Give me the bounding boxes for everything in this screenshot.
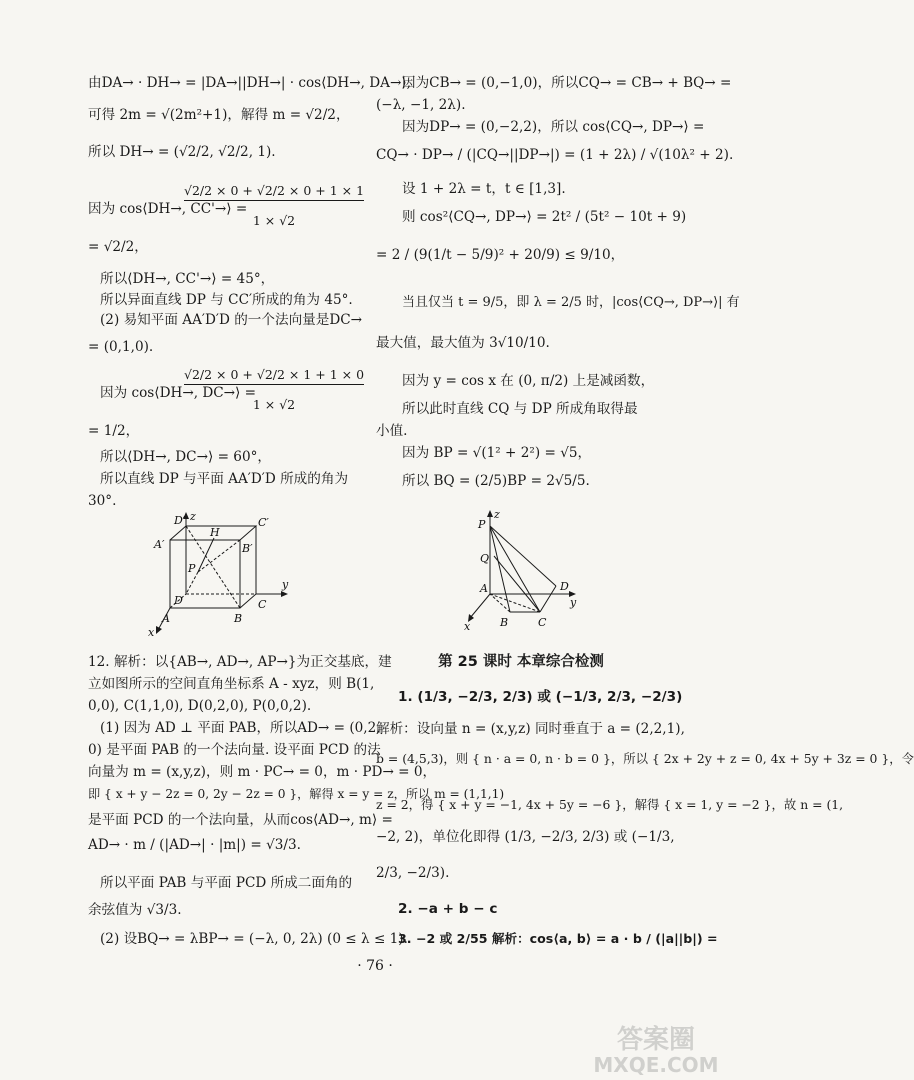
text-line: 因为 y = cos x 在 (0, π/2) 上是减函数， [402, 373, 655, 389]
text-line: (2) 设BQ→ = λBP→ = (−λ, 0, 2λ) (0 ≤ λ ≤ 1). [100, 931, 408, 947]
text-line: = 2 / (9(1/t − 5/9)² + 20/9) ≤ 9/10， [376, 247, 625, 263]
text-line: 所以直线 DP 与平面 AA′D′D 所成的角为 [100, 471, 349, 487]
text-line: 所以⟨DH→, DC→⟩ = 60°， [100, 449, 271, 465]
text-line: = 1/2， [88, 423, 140, 439]
text-line: 因为DP→ = (0,−2,2)，所以 cos⟨CQ→, DP→⟩ = [402, 119, 705, 135]
point-label: A [480, 582, 488, 595]
text-line: 所以⟨DH→, CC'→⟩ = 45°， [100, 271, 275, 287]
text-line: 所以此时直线 CQ 与 DP 所成角取得最 [402, 401, 638, 417]
point-label: P [188, 562, 196, 575]
axis-label-z: z [494, 508, 500, 521]
cube-diagram [136, 512, 336, 640]
point-label: A′ [154, 538, 165, 551]
text-line: 所以 DH→ = (√2/2, √2/2, 1). [88, 144, 276, 160]
text-line: 因为 BP = √(1² + 2²) = √5， [402, 445, 592, 461]
text-line: b = (4,5,3)，则 { n · a = 0, n · b = 0 }，所以 { 2x + 2y + z = 0, 4x + 5y + 3z = 0 }，令 [376, 751, 914, 766]
axis-label-z: z [190, 510, 196, 523]
axis-label-x: x [464, 620, 471, 633]
section-heading: 第 25 课时 本章综合检测 [438, 654, 604, 670]
text-line: (−λ, −1, 2λ). [376, 97, 466, 113]
text-line: 所以平面 PAB 与平面 PCD 所成二面角的 [100, 875, 353, 891]
point-label: B [234, 612, 243, 625]
point-label: D′ [174, 514, 186, 527]
pyramid-diagram [464, 510, 594, 634]
fraction-denominator: 1 × √2 [252, 397, 296, 412]
point-label: C′ [258, 516, 269, 529]
text-line: 30°. [88, 493, 117, 509]
axis-label-x: x [148, 626, 155, 639]
text-line: 余弦值为 √3/3. [88, 902, 182, 918]
text-line: 所以异面直线 DP 与 CC′所成的角为 45°. [100, 292, 353, 308]
text-line: 因为 cos⟨DH→, DC→⟩ = [100, 385, 257, 401]
text-line: 0,0), C(1,1,0), D(0,2,0), P(0,0,2). [88, 698, 312, 714]
point-label: A [162, 612, 170, 625]
fraction-numerator: √2/2 × 0 + √2/2 × 0 + 1 × 1 [184, 184, 364, 201]
axis-label-y: y [570, 596, 577, 609]
text-line: 小值. [376, 423, 408, 439]
point-label: C [538, 616, 547, 629]
text-line: 向量为 m = (x,y,z)，则 m · PC→ = 0，m · PD→ = 0， [88, 764, 437, 780]
point-label: B [500, 616, 509, 629]
text-line: (1) 因为 AD ⊥ 平面 PAB，所以AD→ = (0,2, [100, 720, 381, 736]
fraction-numerator: √2/2 × 0 + √2/2 × 1 + 1 × 0 [184, 368, 364, 385]
text-line: 是平面 PCD 的一个法向量，从而cos⟨AD→, m⟩ = [88, 812, 393, 828]
text-line: 因为 cos⟨DH→, CC'→⟩ = [88, 201, 248, 217]
answer-2: 2. −a + b − c [398, 901, 498, 917]
text-line: 解析：设向量 n = (x,y,z) 同时垂直于 a = (2,2,1), [376, 721, 685, 737]
text-line: 最大值，最大值为 3√10/10. [376, 335, 550, 351]
point-label: D [174, 594, 183, 607]
point-label: H [210, 526, 220, 539]
watermark-url: MXQE.COM [593, 1053, 719, 1077]
page-number: · 76 · [357, 958, 393, 974]
watermark-logo [568, 1018, 744, 1078]
text-line: 则 cos²⟨CQ→, DP→⟩ = 2t² / (5t² − 10t + 9) [402, 209, 687, 225]
text-line: 12. 解析：以{AB→, AD→, AP→}为正交基底，建 [88, 654, 392, 670]
text-line: 因为CB→ = (0,−1,0)，所以CQ→ = CB→ + BQ→ = [402, 75, 732, 91]
point-label: Q [480, 552, 490, 565]
text-line: 立如图所示的空间直角坐标系 A - xyz，则 B(1, [88, 676, 375, 692]
text-line: 即 { x + y − 2z = 0, 2y − 2z = 0 }，解得 x = y = z，所以 m = (1,1,1) [88, 787, 505, 801]
text-line: 当且仅当 t = 9/5，即 λ = 2/5 时，|cos⟨CQ→, DP→⟩| 有 [402, 295, 740, 310]
text-line: −2, 2)，单位化即得 (1/3, −2/3, 2/3) 或 (−1/3, [376, 829, 675, 845]
point-label: D [560, 580, 569, 593]
point-label: B′ [242, 542, 253, 555]
point-label: P [478, 518, 486, 531]
text-line: 由DA→ · DH→ = |DA→||DH→| · cos⟨DH→, DA→⟩, [88, 75, 411, 91]
answer-1: 1. (1/3, −2/3, 2/3) 或 (−1/3, 2/3, −2/3) [398, 689, 683, 705]
text-line: 2/3, −2/3). [376, 865, 450, 881]
text-line: CQ→ · DP→ / (|CQ→||DP→|) = (1 + 2λ) / √(10λ² + 2). [376, 147, 734, 163]
text-line: 设 1 + 2λ = t，t ∈ [1,3]. [402, 181, 566, 197]
watermark-text: 答案圈 [616, 1025, 696, 1055]
text-line: = √2/2， [88, 239, 148, 255]
answer-3: 3. −2 或 2/55 解析：cos⟨a, b⟩ = a · b / (|a||b|) = [398, 931, 718, 946]
axis-label-y: y [282, 578, 289, 591]
text-line: z = 2，得 { x + y = −1, 4x + 5y = −6 }，解得 { x = 1, y = −2 }，故 n = (1, [376, 797, 844, 812]
text-line: 所以 BQ = (2/5)BP = 2√5/5. [402, 473, 590, 489]
point-label: C [258, 598, 267, 611]
text-line: 可得 2m = √(2m²+1)，解得 m = √2/2， [88, 107, 350, 123]
text-line: = (0,1,0). [88, 339, 154, 355]
fraction-denominator: 1 × √2 [252, 213, 296, 228]
text-line: (2) 易知平面 AA′D′D 的一个法向量是DC→ [100, 312, 363, 328]
text-line: 0) 是平面 PAB 的一个法向量. 设平面 PCD 的法 [88, 742, 381, 758]
text-line: AD→ · m / (|AD→| · |m|) = √3/3. [88, 837, 301, 853]
